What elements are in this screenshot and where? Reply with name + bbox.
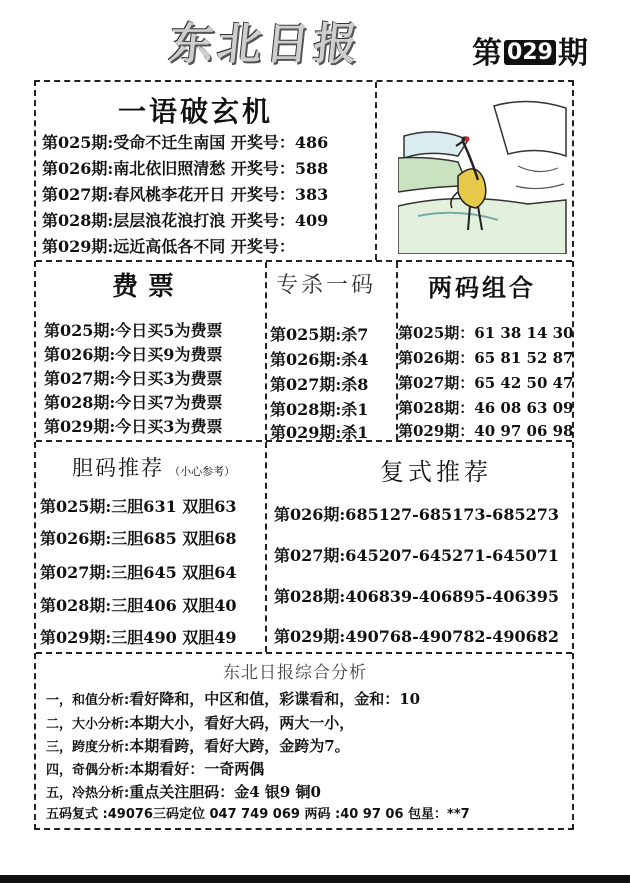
zhuansha-row: 第025期:杀7 [270, 325, 369, 344]
analysis-row [46, 758, 264, 779]
analysis-row [46, 712, 354, 733]
analysis-text: 本期看跨，看好大跨，金跨为7。 [129, 737, 350, 755]
analysis-row [46, 781, 321, 802]
danma-row: 第028期:三胆406 双胆40 [40, 596, 237, 615]
fushi-row: 第026期:685127-685173-685273 [274, 505, 559, 524]
feipiao-title: 费票 [112, 272, 185, 302]
feipiao-row: 第026期:今日买9为费票 [44, 345, 223, 364]
liangma-row: 第025期：61 38 14 30 [398, 324, 574, 342]
crane-illustration [398, 96, 568, 254]
analysis-label: 三，跨度分析: [46, 740, 130, 755]
analysis-label: 四，奇偶分析: [46, 763, 130, 778]
analysis-label: 五，冷热分析: [46, 786, 130, 801]
divider-danma [265, 442, 267, 652]
yiyu-row: 第029期:远近高低各不同 开奖号： [42, 237, 295, 256]
fushi-row: 第029期:490768-490782-490682 [274, 627, 559, 646]
yiyu-row: 第025期:受命不迁生南国 开奖号：486 [42, 133, 329, 152]
issue-num: 029 [504, 40, 556, 65]
analysis-row [46, 688, 420, 709]
feipiao-row: 第028期:今日买7为费票 [44, 393, 223, 412]
feipiao-row: 第025期:今日买5为费票 [44, 321, 223, 340]
yiyu-row: 第026期:南北依旧照清愁 开奖号：588 [42, 159, 329, 178]
danma-row: 第027期:三胆645 双胆64 [40, 563, 237, 582]
liangma-title: 两码组合 [428, 273, 536, 302]
analysis-text: 重点关注胆码：金4 银9 铜0 [129, 783, 321, 801]
danma-row: 第026期:三胆685 双胆68 [40, 529, 237, 548]
divider-1 [36, 260, 572, 262]
danma-row: 第025期:三胆631 双胆63 [40, 497, 237, 516]
liangma-row: 第026期：65 81 52 87 [398, 349, 574, 367]
feipiao-row: 第029期:今日买3为费票 [44, 417, 223, 436]
issue-number [472, 28, 588, 72]
analysis-text: 本期看好：一奇两偶 [129, 760, 265, 778]
analysis-title: 东北日报综合分析 [223, 663, 367, 683]
yiyu-title: 一语破玄机 [118, 95, 274, 128]
issue-suffix: 期 [557, 36, 588, 71]
zhuansha-row: 第028期:杀1 [270, 400, 369, 419]
zhuansha-row: 第026期:杀4 [270, 350, 369, 369]
danma-row: 第029期:三胆490 双胆49 [40, 628, 237, 647]
analysis-label: 二，大小分析: [46, 717, 130, 732]
liangma-row: 第029期：40 97 06 98 [398, 422, 574, 440]
bottom-bar [0, 875, 630, 883]
yiyu-row: 第027期:春风桃李花开日 开奖号：383 [42, 185, 329, 204]
divider-3 [36, 652, 572, 654]
liangma-row: 第028期：46 08 63 09 [398, 399, 574, 417]
danma-title: 胆码推荐 [72, 456, 164, 480]
divider-feipiao [265, 262, 267, 440]
masthead-title: 东北日报 [166, 19, 365, 70]
feipiao-row: 第027期:今日买3为费票 [44, 369, 223, 388]
analysis-text: 本期大小，看好大码，两大一小， [129, 714, 355, 732]
fushi-row: 第028期:406839-406895-406395 [274, 587, 559, 606]
issue-prefix: 第 [472, 36, 502, 71]
analysis-row [46, 735, 350, 756]
analysis-text: 看好降和，中区和值，彩谍看和，金和：10 [129, 690, 421, 708]
zhuansha-title: 专杀一码 [276, 273, 377, 298]
liangma-row: 第027期：65 42 50 47 [398, 374, 574, 392]
fushi-title: 复式推荐 [380, 458, 492, 486]
fushi-row: 第027期:645207-645271-645071 [274, 546, 559, 565]
zhuansha-row: 第029期:杀1 [270, 423, 369, 442]
zhuansha-row: 第027期:杀8 [270, 375, 369, 394]
analysis-footer: 五码复式 :49076三码定位 047 749 069 两码 :40 97 06 包星：**7 [46, 807, 470, 822]
danma-heading [72, 452, 235, 482]
analysis-label: 一，和值分析: [46, 693, 130, 708]
danma-note: （小心参考） [169, 465, 236, 478]
yiyu-row: 第028期:层层浪花浪打浪 开奖号：409 [42, 211, 329, 230]
divider-yiyu [375, 82, 377, 260]
